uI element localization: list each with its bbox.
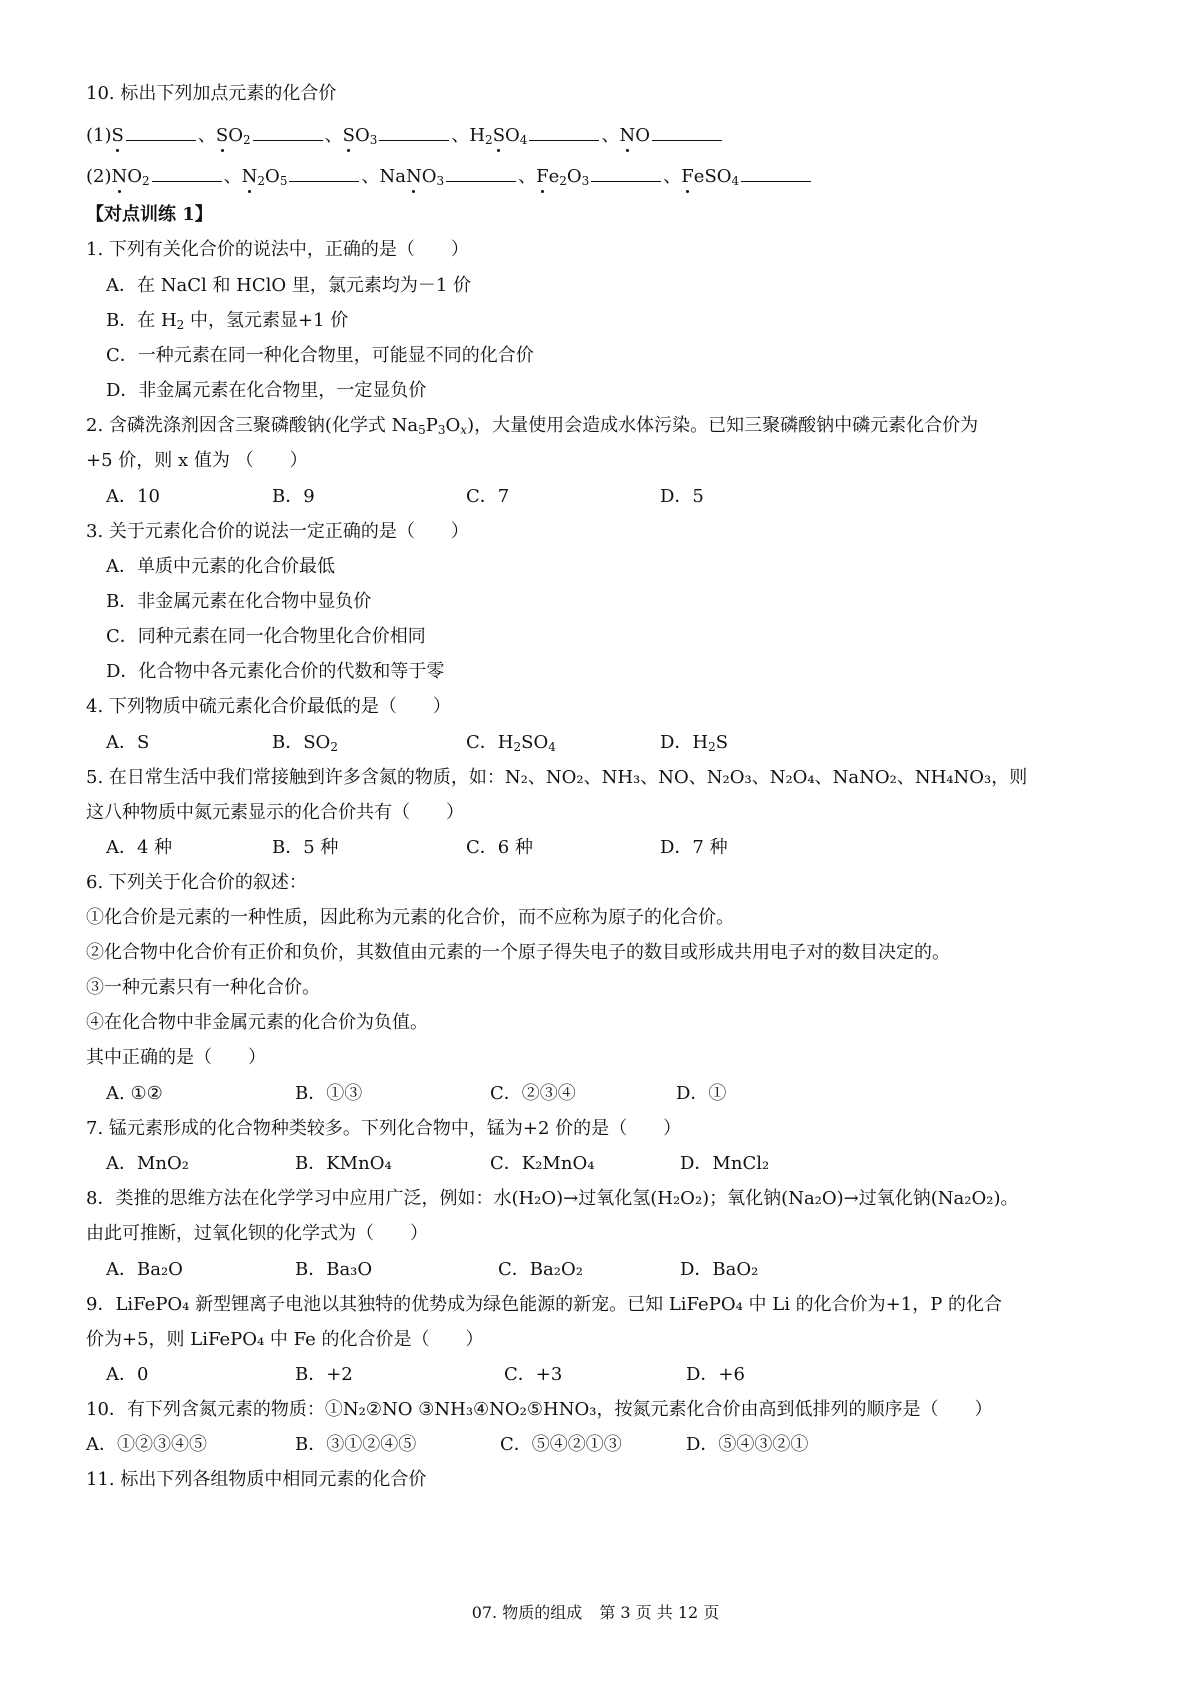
answer-blank[interactable] (446, 163, 516, 182)
q10-option-d[interactable]: D．⑤④③②① (686, 1434, 809, 1455)
q10-option-c[interactable]: C．⑤④②①③ (500, 1434, 622, 1455)
q9-option-c[interactable]: C．+3 (504, 1364, 563, 1385)
q10-option-b[interactable]: B．③①②④⑤ (295, 1434, 417, 1455)
q6-stem: 6. 下列关于化合价的叙述： (86, 872, 307, 893)
q7-option-d[interactable]: D．MnCl₂ (680, 1153, 770, 1174)
q10-option-a[interactable]: A．①②③④⑤ (86, 1434, 207, 1455)
q5-option-d[interactable]: D．7 种 (660, 837, 728, 858)
footer-page-number: 第 3 页 共 12 页 (599, 1603, 720, 1622)
q8-option-a[interactable]: A．Ba₂O (106, 1259, 183, 1280)
q5-option-a[interactable]: A．4 种 (106, 837, 173, 858)
q6-statement-3: ③一种元素只有一种化合价。 (86, 977, 320, 998)
q1-option-d[interactable]: D．非金属元素在化合物里，一定显负价 (106, 380, 427, 401)
q3-option-a[interactable]: A．单质中元素的化合价最低 (106, 556, 335, 577)
q8-option-d[interactable]: D．BaO₂ (680, 1259, 759, 1280)
q6-option-d[interactable]: D．① (676, 1083, 727, 1104)
q5-stem: 5. 在日常生活中我们常接触到许多含氮的物质，如：N₂、NO₂、NH₃、NO、N₂O₃、N₂O₄、NaNO₂、NH₄NO₃，则 (86, 767, 1028, 788)
q1-stem: 1. 下列有关化合价的说法中，正确的是（ ） (86, 239, 469, 260)
q9-stem-line2: 价为+5，则 LiFePO₄ 中 Fe 的化合价是（ ） (86, 1329, 484, 1350)
q3-option-b[interactable]: B．非金属元素在化合物中显负价 (106, 591, 372, 612)
section-header: 【对点训练 1】 (86, 204, 213, 225)
q5-option-b[interactable]: B．5 种 (272, 837, 339, 858)
answer-blank[interactable] (379, 122, 449, 141)
q4-stem: 4. 下列物质中硫元素化合价最低的是（ ） (86, 696, 451, 717)
q7-option-b[interactable]: B．KMnO₄ (295, 1153, 392, 1174)
q10-top-title: 10. 标出下列加点元素的化合价 (86, 83, 337, 104)
q6-option-a[interactable]: A. ①② (106, 1083, 163, 1104)
q7-option-a[interactable]: A．MnO₂ (106, 1153, 189, 1174)
q9-stem: 9．LiFePO₄ 新型锂离子电池以其独特的优势成为绿色能源的新宠。已知 LiFePO₄ 中 Li 的化合价为+1，P 的化合 (86, 1294, 1003, 1315)
q8-stem: 8．类推的思维方法在化学学习中应用广泛，例如：水(H₂O)→过氧化氢(H₂O₂)；氧化钠(Na₂O)→过氧化钠(Na₂O₂)。 (86, 1188, 1019, 1209)
q10-stem: 10．有下列含氮元素的物质：①N₂②NO ③NH₃④NO₂⑤HNO₃，按氮元素化合价由高到低排列的顺序是（ ） (86, 1399, 993, 1420)
footer-doc-title: 07. 物质的组成 (471, 1603, 583, 1622)
q9-option-d[interactable]: D．+6 (686, 1364, 745, 1385)
q9-option-a[interactable]: A．0 (106, 1364, 149, 1385)
q10-row2: $(2)NO_2$ 、$N_2O_5$ 、NaNO$_3$ 、$Fe_2O_3$ 、FeSO$_4$ (86, 163, 813, 189)
q6-option-b[interactable]: B．①③ (295, 1083, 363, 1104)
q2-stem-line2: +5 价，则 x 值为 （ ） (86, 450, 308, 471)
answer-blank[interactable] (289, 163, 359, 182)
q4-option-b[interactable]: B．$SO_2$ (272, 732, 338, 754)
answer-blank[interactable] (529, 122, 599, 141)
q4-option-c[interactable]: C．$H_2SO_4$ (466, 732, 556, 754)
q6-ask: 其中正确的是（ ） (86, 1047, 266, 1068)
q6-option-c[interactable]: C．②③④ (490, 1083, 576, 1104)
q1-option-b[interactable]: B．在 $H_2$ 中，氢元素显+1 价 (106, 310, 349, 332)
q6-statement-2: ②化合物中化合价有正价和负价，其数值由元素的一个原子得失电子的数目或形成共用电子对的数目决定的。 (86, 942, 950, 963)
answer-blank[interactable] (652, 122, 722, 141)
q7-stem: 7. 锰元素形成的化合物种类较多。下列化合物中，锰为+2 价的是（ ） (86, 1118, 682, 1139)
q3-option-d[interactable]: D．化合物中各元素化合价的代数和等于零 (106, 661, 445, 682)
answer-blank[interactable] (591, 163, 661, 182)
q11-stem: 11. 标出下列各组物质中相同元素的化合价 (86, 1469, 427, 1490)
q3-stem: 3. 关于元素化合价的说法一定正确的是（ ） (86, 521, 469, 542)
answer-blank[interactable] (126, 122, 196, 141)
q2-option-a[interactable]: A．10 (106, 486, 160, 507)
q5-option-c[interactable]: C．6 种 (466, 837, 533, 858)
q2-option-d[interactable]: D．5 (660, 486, 704, 507)
q1-option-c[interactable]: C．一种元素在同一种化合物里，可能显不同的化合价 (106, 345, 534, 366)
q8-option-c[interactable]: C．Ba₂O₂ (498, 1259, 583, 1280)
q6-statement-4: ④在化合物中非金属元素的化合价为负值。 (86, 1012, 428, 1033)
q9-option-b[interactable]: B．+2 (295, 1364, 353, 1385)
answer-blank[interactable] (152, 163, 222, 182)
q1-option-a[interactable]: A．在 NaCl 和 HClO 里，氯元素均为－1 价 (106, 275, 472, 296)
q5-stem-line2: 这八种物质中氮元素显示的化合价共有（ ） (86, 802, 464, 823)
q2-stem: 2. 含磷洗涤剂因含三聚磷酸钠(化学式 $Na_5P_3O_x$)，大量使用会造成水体污染。已知三聚磷酸钠中磷元素化合价为 (86, 415, 979, 437)
q10-row1: (1)S 、$SO_2$ 、$SO_3$ 、$H_2SO_4$ 、NO (86, 122, 724, 148)
q8-stem-line2: 由此可推断，过氧化钡的化学式为（ ） (86, 1223, 428, 1244)
q4-option-d[interactable]: D．$H_2S$ (660, 732, 729, 754)
answer-blank[interactable] (253, 122, 323, 141)
q4-option-a[interactable]: A．S (106, 732, 150, 753)
q7-option-c[interactable]: C．K₂MnO₄ (490, 1153, 595, 1174)
page-footer (0, 1600, 1191, 1623)
q8-option-b[interactable]: B．Ba₃O (295, 1259, 373, 1280)
q3-option-c[interactable]: C．同种元素在同一化合物里化合价相同 (106, 626, 426, 647)
answer-blank[interactable] (741, 163, 811, 182)
q6-statement-1: ①化合价是元素的一种性质，因此称为元素的化合价，而不应称为原子的化合价。 (86, 907, 734, 928)
q2-option-c[interactable]: C．7 (466, 486, 510, 507)
q2-option-b[interactable]: B．9 (272, 486, 315, 507)
